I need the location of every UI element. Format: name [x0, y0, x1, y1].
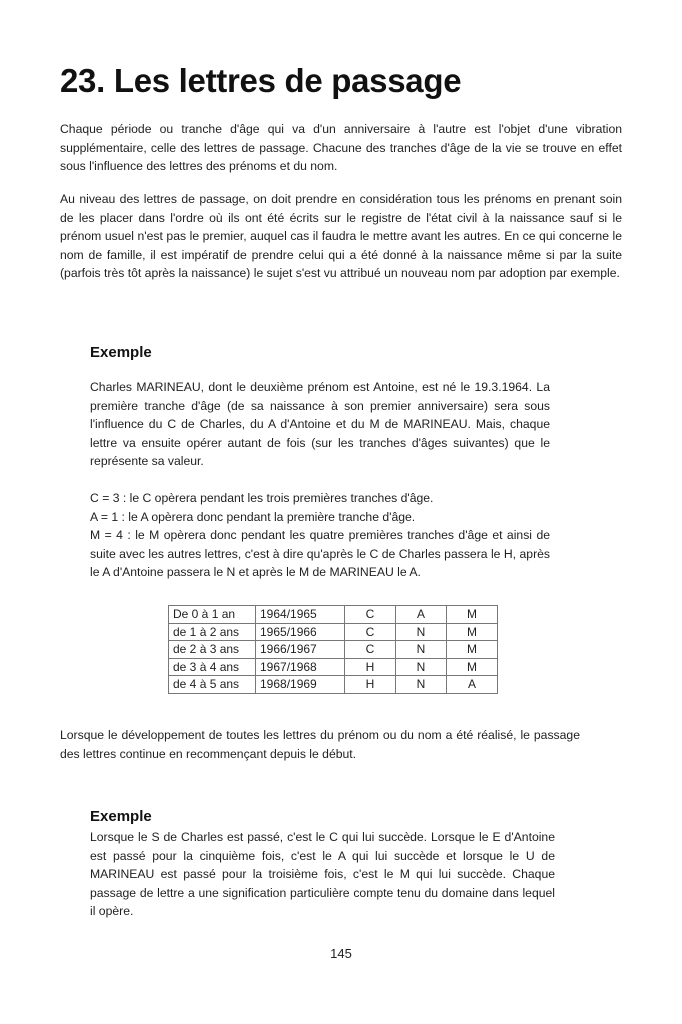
- table-row: [169, 623, 498, 641]
- letter-cell: C: [345, 623, 396, 641]
- letter-cell: C: [345, 606, 396, 624]
- letter-a-line: A = 1 : le A opèrera donc pendant la première tranche d'âge.: [90, 509, 416, 524]
- letter-cell: A: [396, 606, 447, 624]
- age-cell: de 4 à 5 ans: [169, 676, 256, 694]
- letter-cell: M: [447, 606, 498, 624]
- letters-table: [168, 605, 498, 694]
- year-cell: 1964/1965: [256, 606, 345, 624]
- table-row: [169, 641, 498, 659]
- example-heading-2: Exemple: [90, 808, 152, 825]
- age-cell: De 0 à 1 an: [169, 606, 256, 624]
- letter-cell: M: [447, 658, 498, 676]
- example-heading-1: Exemple: [90, 344, 152, 361]
- example-1-paragraph: Charles MARINEAU, dont le deuxième prénom est Antoine, est né le 19.3.1964. La première tranche d'âge (de sa naissance à son premier anniversaire) sera sous l'influence du C de Charles, du A d'Antoine et du M de MARINEAU. Mais, chaque lettre va ensuite opérer autant de fois (sur les tranches d'âges suivantes) que le représente sa valeur.: [90, 380, 550, 469]
- example-2-paragraph: Lorsque le S de Charles est passé, c'est le C qui lui succède. Lorsque le E d'Antoine est passé pour la cinquième fois, c'est le A qui lui succède et lorsque le U de MARINEAU est passé pour la troisième fois, c'est le M qui lui succède. Chaque passage de lettre a une signification particulière compte tenu du domaine dans lequel il opère.: [90, 830, 555, 919]
- year-cell: 1965/1966: [256, 623, 345, 641]
- third-paragraph: Lorsque le développement de toutes les lettres du prénom ou du nom a été réalisé, le passage des lettres continue en recommençant depuis le début.: [60, 728, 580, 761]
- year-cell: 1966/1967: [256, 641, 345, 659]
- year-cell: 1968/1969: [256, 676, 345, 694]
- table-row: [169, 676, 498, 694]
- letter-cell: N: [396, 641, 447, 659]
- year-cell: 1967/1968: [256, 658, 345, 676]
- table-row: [169, 658, 498, 676]
- letter-cell: M: [447, 623, 498, 641]
- table-row: [169, 606, 498, 624]
- letters-table-container: [168, 605, 498, 694]
- age-cell: de 3 à 4 ans: [169, 658, 256, 676]
- letter-m-line: M = 4 : le M opèrera donc pendant les quatre premières tranches d'âge et ainsi de suite avec les autres lettres, c'est à dire qu'après le C de Charles passera le H, après le A d'Antoine passera le N et après le M de MARINEAU le A.: [90, 528, 550, 580]
- age-cell: de 1 à 2 ans: [169, 623, 256, 641]
- letter-cell: C: [345, 641, 396, 659]
- letter-c-line: C = 3 : le C opèrera pendant les trois premières tranches d'âge.: [90, 491, 434, 505]
- letter-cell: N: [396, 658, 447, 676]
- page-number: 145: [330, 946, 352, 961]
- letter-cell: A: [447, 676, 498, 694]
- letter-cell: N: [396, 676, 447, 694]
- age-cell: de 2 à 3 ans: [169, 641, 256, 659]
- letter-cell: N: [396, 623, 447, 641]
- intro-paragraph: Chaque période ou tranche d'âge qui va d'un anniversaire à l'autre est l'objet d'une vibration supplémentaire, celle des lettres de passage. Chacune des tranches d'âge de la vie se trouve en effet sous l'influence des lettres des prénoms et du nom.: [60, 122, 622, 174]
- page-title: 23. Les lettres de passage: [60, 62, 462, 99]
- letter-cell: M: [447, 641, 498, 659]
- example-1-letter-values: [90, 489, 550, 582]
- second-paragraph: Au niveau des lettres de passage, on doit prendre en considération tous les prénoms en prenant soin de les placer dans l'ordre où ils ont été écrits sur le registre de l'état civil à la naissance sauf si le prénom usuel n'est pas le premier, auquel cas il faudra le mettre avant les autres. En ce qui concerne le nom de famille, il est impératif de prendre celui qui a été donné à la naissance même si par la suite (parfois très tôt après la naissance) le sujet s'est vu attribué un nouveau nom par adoption par exemple.: [60, 192, 622, 281]
- letter-cell: H: [345, 658, 396, 676]
- letter-cell: H: [345, 676, 396, 694]
